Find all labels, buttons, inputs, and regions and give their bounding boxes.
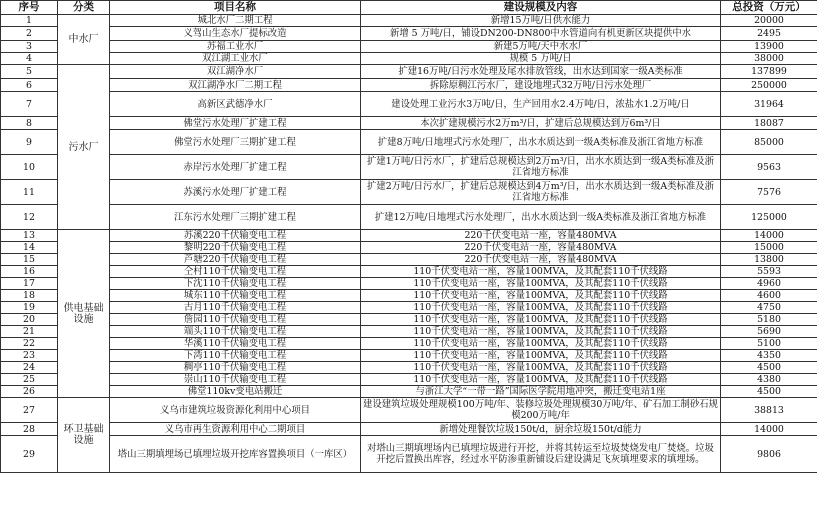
- investment-cell: 38813: [721, 398, 817, 423]
- project-name-cell: 义乌市建筑垃圾资源化利用中心项目: [110, 398, 361, 423]
- row-number: 18: [1, 290, 58, 302]
- project-name-cell: 城北水厂二期工程: [110, 15, 361, 27]
- investment-cell: 4380: [721, 374, 817, 386]
- investment-cell: 7576: [721, 180, 817, 205]
- content-cell: 新增 5 万吨/日，铺设DN200-DN800中水管道向有机更新区块提供中水: [361, 27, 721, 41]
- table-row: [1, 314, 817, 326]
- table-row: [1, 278, 817, 290]
- content-cell: 110千伏变电站一座，容量100MVA，及其配套110千伏线路: [361, 278, 721, 290]
- row-number: 21: [1, 326, 58, 338]
- project-name-cell: 华溪110千伏输变电工程: [110, 338, 361, 350]
- project-name-cell: 赤岸污水处理厂扩建工程: [110, 155, 361, 180]
- investment-cell: 4600: [721, 290, 817, 302]
- table-row: [1, 205, 817, 230]
- investment-cell: 4750: [721, 302, 817, 314]
- project-name-cell: 詹园110千伏输变电工程: [110, 314, 361, 326]
- table-row: [1, 41, 817, 53]
- project-name-cell: 江东污水处理厂三期扩建工程: [110, 205, 361, 230]
- table-row: [1, 338, 817, 350]
- row-number: 11: [1, 180, 58, 205]
- project-name-cell: 苏福工业水厂: [110, 41, 361, 53]
- project-name-cell: 佛堂污水处理厂三期扩建工程: [110, 130, 361, 155]
- content-cell: 110千伏变电站一座，容量100MVA，及其配套110千伏线路: [361, 314, 721, 326]
- row-number: 24: [1, 362, 58, 374]
- table-row: [1, 79, 817, 92]
- content-cell: 规模 5 万吨/日: [361, 53, 721, 65]
- investment-cell: 31964: [721, 92, 817, 117]
- table-row: [1, 362, 817, 374]
- project-name-cell: 崇山110千伏输变电工程: [110, 374, 361, 386]
- content-cell: 扩建1万吨/日污水厂，扩建后总规模达到2万m³/日，出水水质达到一级A类标准及浙江省地方标准: [361, 155, 721, 180]
- investment-cell: 38000: [721, 53, 817, 65]
- table-row: [1, 436, 817, 473]
- investment-cell: 125000: [721, 205, 817, 230]
- content-cell: 拆除原稠江污水厂，建设地埋式32万吨/日污水处理厂: [361, 79, 721, 92]
- table-row: [1, 398, 817, 423]
- investment-cell: 14000: [721, 423, 817, 436]
- row-number: 5: [1, 65, 58, 79]
- category-cell: 中水厂: [58, 15, 110, 65]
- table-row: [1, 27, 817, 41]
- header-category: 分类: [58, 1, 110, 15]
- investment-cell: 4350: [721, 350, 817, 362]
- table-row: [1, 326, 817, 338]
- project-name-cell: 义乌市再生资源利用中心二期项目: [110, 423, 361, 436]
- project-name-cell: 义驾山生态水厂提标改造: [110, 27, 361, 41]
- content-cell: 新增处理餐饮垃圾150t/d，厨余垃圾150t/d能力: [361, 423, 721, 436]
- content-cell: 110千伏变电站一座，容量100MVA，及其配套110千伏线路: [361, 290, 721, 302]
- project-name-cell: 黎明220千伏输变电工程: [110, 242, 361, 254]
- investment-cell: 137899: [721, 65, 817, 79]
- investment-cell: 5690: [721, 326, 817, 338]
- table-row: [1, 242, 817, 254]
- table-row: [1, 423, 817, 436]
- row-number: 1: [1, 15, 58, 27]
- investment-cell: 13900: [721, 41, 817, 53]
- investment-cell: 9563: [721, 155, 817, 180]
- investment-cell: 250000: [721, 79, 817, 92]
- table-row: [1, 180, 817, 205]
- investment-cell: 85000: [721, 130, 817, 155]
- header-no: 序号: [1, 1, 58, 15]
- investment-cell: 4500: [721, 386, 817, 398]
- table-row: [1, 15, 817, 27]
- project-name-cell: 仝村110千伏输变电工程: [110, 266, 361, 278]
- content-cell: 110千伏变电站一座，容量100MVA，及其配套110千伏线路: [361, 266, 721, 278]
- content-cell: 110千伏变电站一座，容量100MVA，及其配套110千伏线路: [361, 350, 721, 362]
- content-cell: 扩建12万吨/日地埋式污水处理厂，出水水质达到一级A类标准及浙江省地方标准: [361, 205, 721, 230]
- content-cell: 扩建16万吨/日污水处理及尾水排放管线，出水达到国家一级A类标准: [361, 65, 721, 79]
- project-name-cell: 稠亭110千伏输变电工程: [110, 362, 361, 374]
- header-scale-content: 建设规模及内容: [361, 1, 721, 15]
- row-number: 2: [1, 27, 58, 41]
- content-cell: 建设处理工业污水3万吨/日，生产回用水2.4万吨/日，浓盐水1.2万吨/日: [361, 92, 721, 117]
- investment-cell: 4960: [721, 278, 817, 290]
- table-row: [1, 386, 817, 398]
- content-cell: 新增15万吨/日供水能力: [361, 15, 721, 27]
- project-name-cell: 佛堂110kv变电站搬迁: [110, 386, 361, 398]
- table-row: [1, 65, 817, 79]
- row-number: 15: [1, 254, 58, 266]
- row-number: 27: [1, 398, 58, 423]
- table-row: [1, 350, 817, 362]
- content-cell: 110千伏变电站一座，容量100MVA，及其配套110千伏线路: [361, 374, 721, 386]
- content-cell: 扩建8万吨/日地埋式污水处理厂，出水水质达到一级A类标准及浙江省地方标准: [361, 130, 721, 155]
- category-cell: 环卫基础设施: [58, 398, 110, 473]
- project-name-cell: 下沈110千伏输变电工程: [110, 278, 361, 290]
- table-row: [1, 266, 817, 278]
- row-number: 7: [1, 92, 58, 117]
- table-row: [1, 130, 817, 155]
- content-cell: 本次扩建规模污水2万m³/日，扩建后总规模达到万6m³/日: [361, 117, 721, 130]
- content-cell: 220千伏变电站一座，容量480MVA: [361, 242, 721, 254]
- row-number: 4: [1, 53, 58, 65]
- investment-cell: 4500: [721, 362, 817, 374]
- category-cell: 供电基础设施: [58, 230, 110, 398]
- table-row: [1, 230, 817, 242]
- row-number: 22: [1, 338, 58, 350]
- content-cell: 110千伏变电站一座，容量100MVA，及其配套110千伏线路: [361, 326, 721, 338]
- project-name-cell: 城东110千伏输变电工程: [110, 290, 361, 302]
- content-cell: 与浙江大学“一带一路”国际医学院用地冲突，搬迁变电站1座: [361, 386, 721, 398]
- investment-cell: 5180: [721, 314, 817, 326]
- project-name-cell: 古月110千伏输变电工程: [110, 302, 361, 314]
- table-row: [1, 53, 817, 65]
- row-number: 12: [1, 205, 58, 230]
- table-row: [1, 155, 817, 180]
- project-name-cell: 芦塘220千伏输变电工程: [110, 254, 361, 266]
- row-number: 8: [1, 117, 58, 130]
- row-number: 19: [1, 302, 58, 314]
- category-cell: 污水厂: [58, 65, 110, 230]
- row-number: 14: [1, 242, 58, 254]
- table-row: [1, 92, 817, 117]
- row-number: 25: [1, 374, 58, 386]
- investment-cell: 5100: [721, 338, 817, 350]
- project-name-cell: 端头110千伏输变电工程: [110, 326, 361, 338]
- investment-cell: 2495: [721, 27, 817, 41]
- investment-cell: 15000: [721, 242, 817, 254]
- row-number: 10: [1, 155, 58, 180]
- project-name-cell: 高新区武德净水厂: [110, 92, 361, 117]
- project-name-cell: 佛堂污水处理厂扩建工程: [110, 117, 361, 130]
- investment-cell: 5593: [721, 266, 817, 278]
- content-cell: 220千伏变电站一座，容量480MVA: [361, 254, 721, 266]
- row-number: 6: [1, 79, 58, 92]
- header-project-name: 项目名称: [110, 1, 361, 15]
- project-name-cell: 苏溪220千伏输变电工程: [110, 230, 361, 242]
- row-number: 20: [1, 314, 58, 326]
- header-total-investment: 总投资（万元）: [721, 1, 817, 15]
- investment-cell: 14000: [721, 230, 817, 242]
- table-row: [1, 290, 817, 302]
- row-number: 9: [1, 130, 58, 155]
- content-cell: 建设建筑垃圾处理规模100万吨/年、装修垃圾处理规模30万吨/年、矿石加工制砂石规模200万吨/年: [361, 398, 721, 423]
- content-cell: 新建5万吨/天中水水厂: [361, 41, 721, 53]
- table-row: [1, 254, 817, 266]
- content-cell: 对塔山三期填埋场内已填埋垃圾进行开挖，并将其转运至垃圾焚烧发电厂焚烧。垃圾开挖后置换出库容，经过水平防渗重新铺设后建设满足飞灰填埋要求的填埋场。: [361, 436, 721, 473]
- table-header-row: [1, 1, 817, 15]
- table-row: [1, 302, 817, 314]
- content-cell: 110千伏变电站一座，容量100MVA，及其配套110千伏线路: [361, 338, 721, 350]
- investment-cell: 20000: [721, 15, 817, 27]
- investment-cell: 13800: [721, 254, 817, 266]
- project-name-cell: 双江湖工业水厂: [110, 53, 361, 65]
- investment-cell: 18087: [721, 117, 817, 130]
- row-number: 17: [1, 278, 58, 290]
- content-cell: 扩建2万吨/日污水厂，扩建后总规模达到4万m³/日，出水水质达到一级A类标准及浙江省地方标准: [361, 180, 721, 205]
- project-name-cell: 塔山三期填埋场已填埋垃圾开挖库容置换项目（一库区）: [110, 436, 361, 473]
- investment-cell: 9806: [721, 436, 817, 473]
- row-number: 23: [1, 350, 58, 362]
- content-cell: 110千伏变电站一座，容量100MVA，及其配套110千伏线路: [361, 302, 721, 314]
- project-name-cell: 下湾110千伏输变电工程: [110, 350, 361, 362]
- content-cell: 110千伏变电站一座，容量100MVA，及其配套110千伏线路: [361, 362, 721, 374]
- project-name-cell: 双江湖净水厂二期工程: [110, 79, 361, 92]
- project-name-cell: 双江湖净水厂: [110, 65, 361, 79]
- row-number: 26: [1, 386, 58, 398]
- table-row: [1, 374, 817, 386]
- table-row: [1, 117, 817, 130]
- row-number: 3: [1, 41, 58, 53]
- row-number: 13: [1, 230, 58, 242]
- content-cell: 220千伏变电站一座，容量480MVA: [361, 230, 721, 242]
- row-number: 16: [1, 266, 58, 278]
- row-number: 28: [1, 423, 58, 436]
- row-number: 29: [1, 436, 58, 473]
- project-name-cell: 苏溪污水处理厂扩建工程: [110, 180, 361, 205]
